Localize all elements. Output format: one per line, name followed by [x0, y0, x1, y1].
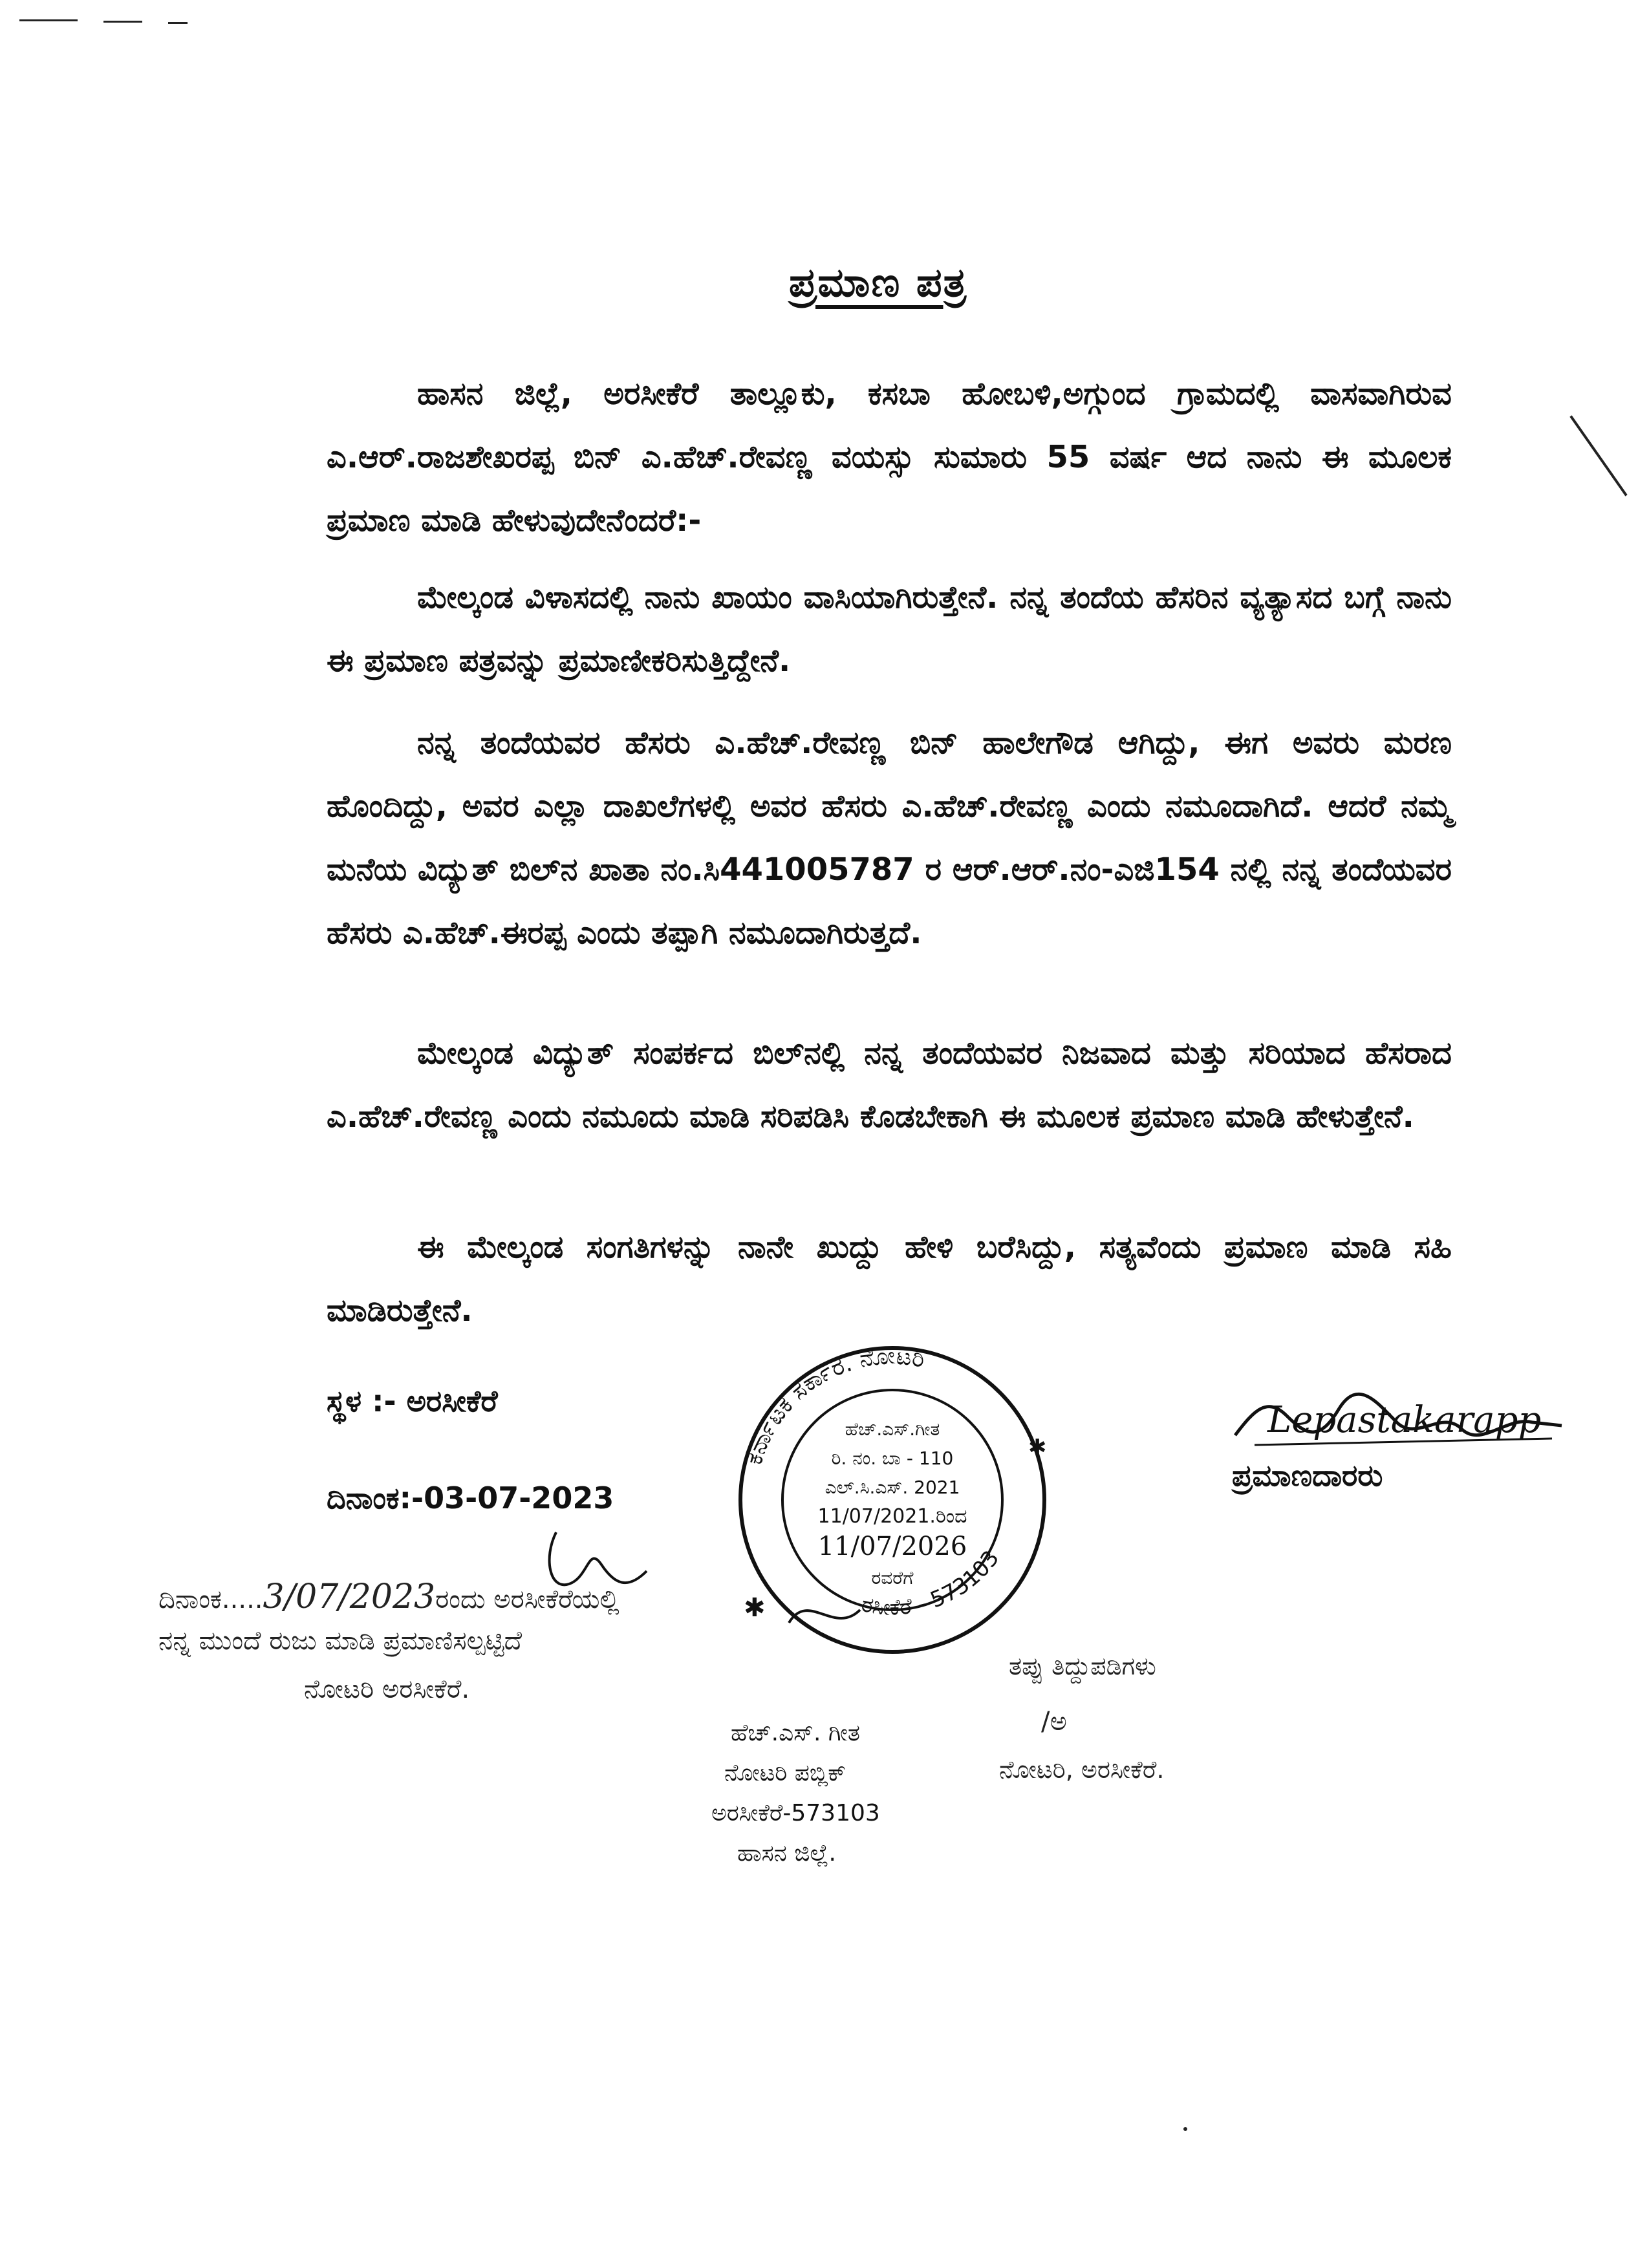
scan-edge-mark [103, 21, 142, 23]
notary-initials [530, 1519, 660, 1610]
attestation-date: 3/07/2023 [263, 1578, 436, 1616]
notary-district: ಹಾಸನ ಜಿಲ್ಲೆ. [737, 1840, 836, 1867]
date-field: ದಿನಾಂಕ:-03-07-2023 [327, 1481, 614, 1515]
signatory-label: ಪ್ರಮಾಣದಾರರು [1232, 1458, 1383, 1493]
star-icon: ✱ [744, 1593, 766, 1623]
paragraph-text: ಮೇಲ್ಕಂಡ ವಿಳಾಸದಲ್ಲಿ ನಾನು ಖಾಯಂ ವಾಸಿಯಾಗಿರುತ್ತೇನೆ. ನನ್ನ ತಂದೆಯ ಹೆಸರಿನ ವ್ಯತ್ಯಾಸದ ಬಗ್ಗೆ ನಾನು ಈ ಪ್ರಮಾಣ ಪತ್ರವನ್ನು ಪ್ರಮಾಣೀಕರಿಸುತ್ತಿದ್ದೇನೆ. [327, 579, 1452, 679]
deponent-signature [1229, 1371, 1565, 1461]
stamp-line3: ಎಲ್.ಸಿ.ಎಸ್. 2021 [824, 1477, 960, 1498]
signature-text: Lepastakarapp [1267, 1399, 1542, 1441]
stamp-ring-bottom: ರಸೀಕೆರೆ - 573103 [859, 1545, 1005, 1621]
paragraph-declaration [327, 1215, 1452, 1342]
corrections-footer: ನೋಟರಿ, ಅರಸೀಕೆರೆ. [999, 1755, 1165, 1784]
paragraph-intro [327, 362, 1452, 552]
scan-edge-mark [1569, 415, 1627, 496]
stamp-line6: ರವರೆಗೆ [871, 1567, 914, 1589]
notary-role: ನೋಟರಿ ಪಬ್ಲಿಕ್ [724, 1760, 846, 1786]
stamp-line4: 11/07/2021.ರಿಂದ [817, 1505, 967, 1528]
attestation-suffix: ರಂದು ಅರಸೀಕೆರೆಯಲ್ಲಿ [435, 1585, 620, 1614]
notary-stamp [711, 1332, 1073, 1655]
notary-place: ಅರಸೀಕೆರೆ-573103 [711, 1800, 880, 1826]
attestation-dots: ..... [221, 1585, 263, 1614]
notary-name: ಹೆಚ್.ಎಸ್. ಗೀತ [731, 1720, 861, 1746]
attestation-line2: ನನ್ನ ಮುಂದೆ ರುಜು ಮಾಡಿ ಪ್ರಮಾಣಿಸಲ್ಪಟ್ಟಿದೆ [158, 1626, 523, 1656]
stamp-ring-top: ಕರ್ನಾಟಕ ಸರ್ಕಾರ. ನೋಟರಿ [740, 1342, 927, 1468]
paragraph-text: ಹಾಸನ ಜಿಲ್ಲೆ, ಅರಸೀಕೆರೆ ತಾಲ್ಲೂಕು, ಕಸಬಾ ಹೋಬಳಿ,ಅಗ್ಗುಂದ ಗ್ರಾಮದಲ್ಲಿ ವಾಸವಾಗಿರುವ ಎ.ಆರ್.ರಾಜಶೇಖರಪ್ಪ ಬಿನ್ ಎ.ಹೆಚ್.ರೇವಣ್ಣ ವಯಸ್ಸು ಸುಮಾರು 55 ವರ್ಷ ಆದ ನಾನು ಈ ಮೂಲಕ ಪ್ರಮಾಣ ಮಾಡಿ ಹೇಳುವುದೇನೆಂದರೆ:- [327, 376, 1452, 539]
attestation-prefix: ದಿನಾಂಕ [158, 1585, 222, 1614]
place-field: ಸ್ಥಳ :- ಅರಸೀಕೆರೆ [327, 1384, 498, 1418]
paragraph-father-name [327, 711, 1452, 965]
paragraph-text: ನನ್ನ ತಂದೆಯವರ ಹೆಸರು ಎ.ಹೆಚ್.ರೇವಣ್ಣ ಬಿನ್ ಹಾಲೇಗೌಡ ಆಗಿದ್ದು, ಈಗ ಅವರು ಮರಣ ಹೊಂದಿದ್ದು, ಅವರ ಎಲ್ಲಾ ದಾಖಲೆಗಳಲ್ಲಿ ಅವರ ಹೆಸರು ಎ.ಹೆಚ್.ರೇವಣ್ಣ ಎಂದು ನಮೂದಾಗಿದೆ. ಆದರೆ ನಮ್ಮ ಮನೆಯ ವಿದ್ಯುತ್ ಬಿಲ್‌ನ ಖಾತಾ ನಂ.ಸಿ441005787 ರ ಆರ್.ಆರ್.ನಂ-ಎಜಿ154 ನಲ್ಲಿ ನನ್ನ ತಂದೆಯವರ ಹೆಸರು ಎ.ಹೆಚ್.ಈರಪ್ಪ ಎಂದು ತಪ್ಪಾಗಿ ನಮೂದಾಗಿರುತ್ತದೆ. [327, 725, 1452, 951]
document-title: ಪ್ರಮಾಣ ಪತ್ರ [789, 259, 968, 306]
paragraph-text: ಈ ಮೇಲ್ಕಂಡ ಸಂಗತಿಗಳನ್ನು ನಾನೇ ಖುದ್ದು ಹೇಳಿ ಬರೆಸಿದ್ದು, ಸತ್ಯವೆಂದು ಪ್ರಮಾಣ ಮಾಡಿ ಸಹಿ ಮಾಡಿರುತ್ತೇನೆ. [327, 1229, 1452, 1329]
star-icon: ✱ [1028, 1435, 1047, 1460]
paragraph-residence [327, 566, 1452, 692]
corrections-mark: /ಅ [1041, 1707, 1067, 1737]
stamp-line2: ರಿ. ನಂ. ಬಾ - 110 [831, 1448, 954, 1469]
stamp-line1: ಹೆಚ್.ಎಸ್.ಗೀತ [845, 1418, 940, 1440]
paragraph-text: ಮೇಲ್ಕಂಡ ವಿದ್ಯುತ್ ಸಂಪರ್ಕದ ಬಿಲ್‌ನಲ್ಲಿ ನನ್ನ ತಂದೆಯವರ ನಿಜವಾದ ಮತ್ತು ಸರಿಯಾದ ಹೆಸರಾದ ಎ.ಹೆಚ್.ರೇವಣ್ಣ ಎಂದು ನಮೂದು ಮಾಡಿ ಸರಿಪಡಿಸಿ ಕೊಡಬೇಕಾಗಿ ಈ ಮೂಲಕ ಪ್ರಮಾಣ ಮಾಡಿ ಹೇಳುತ್ತೇನೆ. [327, 1035, 1452, 1135]
scan-edge-mark [168, 22, 188, 24]
attestation-line3: ನೋಟರಿ ಅರಸೀಕೆರೆ. [304, 1674, 470, 1704]
paragraph-request [327, 1022, 1452, 1148]
notary-block [711, 1713, 880, 1874]
scan-dot [1183, 2127, 1187, 2131]
stamp-line5: 11/07/2026 [817, 1532, 967, 1561]
corrections-heading: ತಪ್ಪು ತಿದ್ದುಪಡಿಗಳು [1009, 1652, 1156, 1680]
scan-edge-mark [19, 19, 78, 21]
